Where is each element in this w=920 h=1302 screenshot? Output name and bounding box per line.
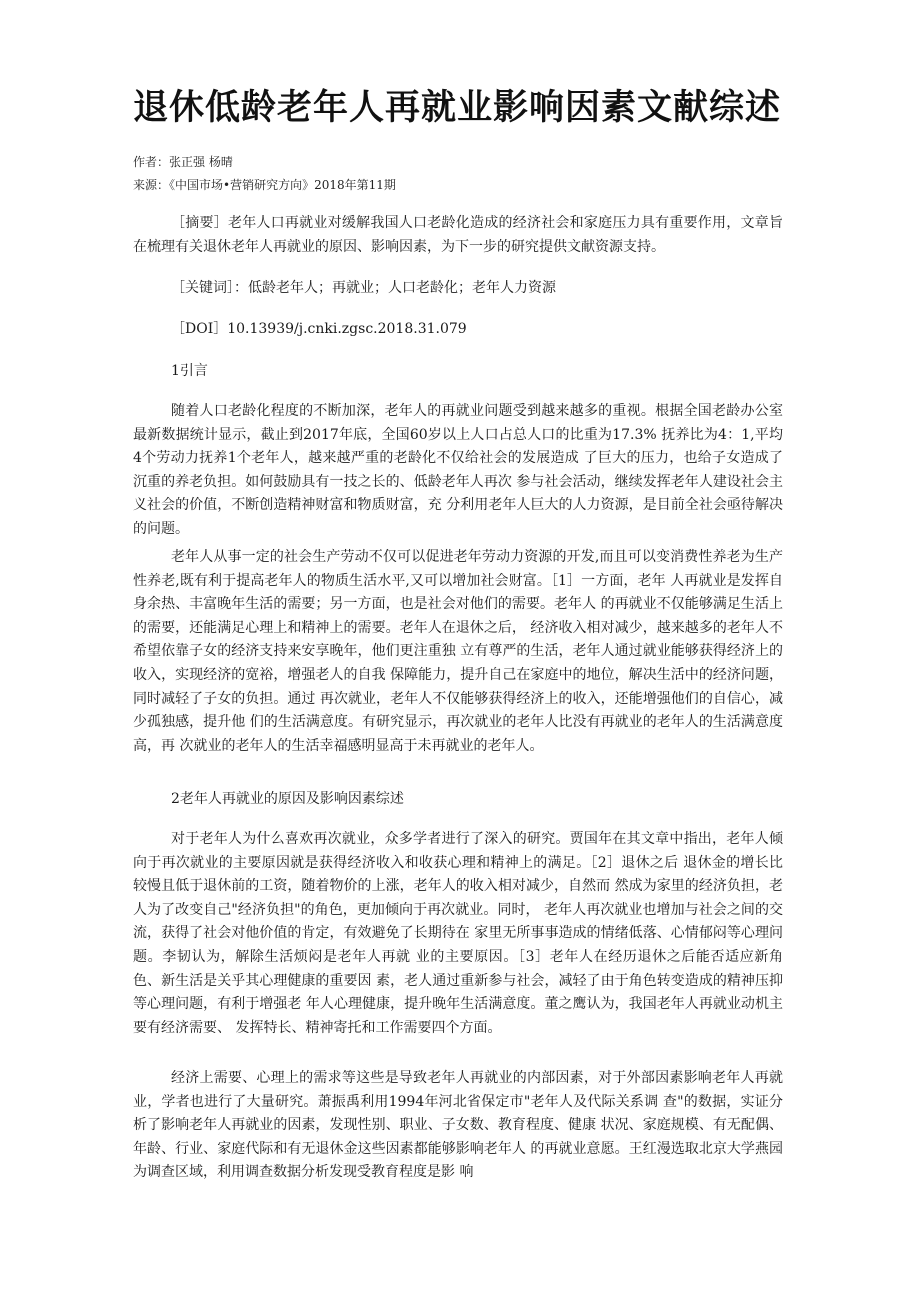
keywords-line: ［关键词］：低龄老年人；再就业；人口老龄化；老年人力资源 [171,280,556,296]
body-paragraph-4: 经济上需要、心理上的需求等这些是导致老年人再就业的内部因素，对于外部因素影响老年人再就业，学者也进行了大量研究。萧振禹利用1994年河北省保定市"老年人及代际关系调 查"的数据，实证分析了影响老年人再就业的因素，发现性别、职业、子女数、教育程度、健康 状况、家庭规模、有无配偶、年龄、行业、家庭代际和有无退休金这些因素都能够影响老年人 的再就业意愿。王红漫选取北京大学燕园为调查区域，利用调查数据分析发现受教育程度是影 响 [133,1070,783,1181]
source-line: 来源：《中国市场•营销研究方向》2018年第11期 [133,178,396,192]
body-paragraph-3: 对于老年人为什么喜欢再次就业，众多学者进行了深入的研究。贾国年在其文章中指出，老年人倾向于再次就业的主要原因就是获得经济收入和收获心理和精神上的满足。［2］退休之后 退休金的增长比较慢且低于退休前的工资，随着物价的上涨，老年人的收入相对减少，自然而 然成为家里的经济负担，老人为了改变自己"经济负担"的角色，更加倾向于再次就业。同时， 老年人再次就业也增加与社会之间的交流，获得了社会对他价值的肯定，有效避免了长期待在 家里无所事事造成的情绪低落、心情郁闷等心理问题。李韧认为，解除生活烦闷是老年人再就 业的主要原因。［3］老年人在经历退休之后能否适应新角色、新生活是关乎其心理健康的重要因 素，老人通过重新参与社会，减轻了由于角色转变造成的精神压抑等心理问题，有利于增强老 年人心理健康，提升晚年生活满意度。董之鹰认为，我国老年人再就业动机主要有经济需要、 发挥特长、精神寄托和工作需要四个方面。 [133,831,783,1036]
author-line: 作者：张正强 杨晴 [133,155,233,169]
section-heading-2: 2老年人再就业的原因及影响因素综述 [171,791,404,807]
doi-line: ［DOI］10.13939/j.cnki.zgsc.2018.31.079 [171,321,467,337]
abstract-paragraph: ［摘要］老年人口再就业对缓解我国人口老龄化造成的经济社会和家庭压力具有重要作用，文章旨在梳理有关退休老年人再就业的原因、影响因素，为下一步的研究提供文献资源支持。 [133,215,783,255]
section-heading-intro: 1引言 [171,363,208,379]
article-title: 退休低龄老年人再就业影响因素文献综述 [133,87,782,128]
body-paragraph-2: 老年人从事一定的社会生产劳动不仅可以促进老年劳动力资源的开发,而且可以变消费性养老为生产性养老,既有利于提高老年人的物质生活水平,又可以增加社会财富。［1］一方面，老年 人再就业是发挥自身余热、丰富晚年生活的需要；另一方面，也是社会对他们的需要。老年人 的再就业不仅能够满足生活上的需要，还能满足心理上和精神上的需要。老年人在退休之后， 经济收入相对减少，越来越多的老年人不希望依靠子女的经济支持来安享晚年，他们更注重独 立有尊严的生活，老年人通过就业能够获得经济上的收入，实现经济的宽裕，增强老人的自我 保障能力，提升自己在家庭中的地位，解决生活中的经济问题，同时减轻了子女的负担。通过 再次就业，老年人不仅能够获得经济上的收入，还能增强他们的自信心，减少孤独感，提升他 们的生活满意度。有研究显示，再次就业的老年人比没有再就业的老年人的生活满意度高，再 次就业的老年人的生活幸福感明显高于未再就业的老年人。 [133,549,783,754]
body-paragraph-1: 随着人口老龄化程度的不断加深，老年人的再就业问题受到越来越多的重视。根据全国老龄办公室最新数据统计显示，截止到2017年底，全国60岁以上人口占总人口的比重为17.3% 抚养比为4：1,平均4个劳动力抚养1个老年人，越来越严重的老龄化不仅给社会的发展造成 了巨大的压力，也给子女造成了沉重的养老负担。如何鼓励具有一技之长的、低龄老年人再次 参与社会活动，继续发挥老年人建设社会主义社会的价值，不断创造精神财富和物质财富，充 分利用老年人巨大的人力资源，是目前全社会亟待解决的问题。 [133,403,783,537]
